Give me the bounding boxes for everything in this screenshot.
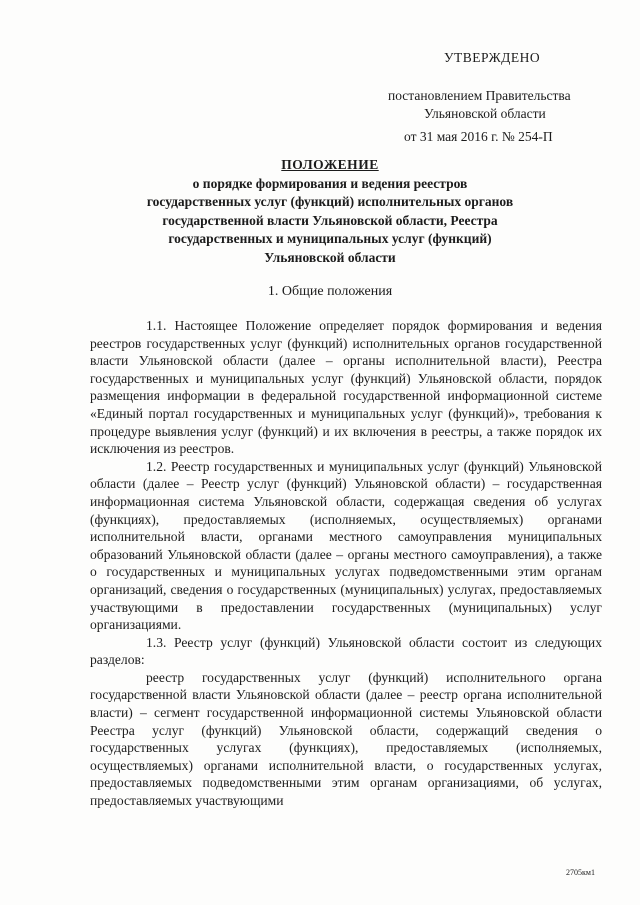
- paragraph-1-1: 1.1. Настоящее Положение определяет порядок формирования и ведения реестров государственных услуг (функций) исполнительных органов государственной власти Ульяновской области (далее – органы исполнительной власти), Реестра государственных и муниципальных услуг (функций) Ульяновской области, порядок размещения информации в федеральной государственной информационной системе «Единый портал государственных и муниципальных услуг (функций)», требования к процедуре выявления услуг (функций) и их включения в реестры, а также порядок их исключения из реестров.: [90, 318, 602, 457]
- footer-code: 2705км1: [566, 868, 595, 877]
- section-heading: 1. Общие положения: [267, 284, 393, 299]
- paragraph-1-2: 1.2. Реестр государственных и муниципальных услуг (функций) Ульяновской области (далее – Реестр услуг (функций) Ульяновской области) – государственная информационная система Ульяновской области, содержащая сведения об услугах (функциях), предоставляемых (исполняемых, осуществляемых) органами исполнительной власти, органами местного самоуправления муниципальных образований Ульяновской области (далее – органы местного самоуправления), а также о государственных и муниципальных услугах подведомственными этим органам организаций, сведения о государственных (муниципальных) услугах, предоставляемых участвующими в предоставлении государственных (муниципальных) услуг организациями.: [90, 458, 602, 633]
- title-line-1: о порядке формирования и ведения реестров: [192, 175, 468, 191]
- approval-line-3: от 31 мая 2016 г. № 254-П: [404, 129, 553, 144]
- document-title: [60, 156, 600, 267]
- title-line-3: государственной власти Ульяновской области, Реестра: [162, 212, 498, 228]
- document-body: [90, 317, 602, 810]
- title-line-2: государственных услуг (функций) исполнительных органов: [146, 194, 514, 209]
- approval-line-2: Ульяновской области: [424, 106, 546, 121]
- title-line-5: Ульяновской области: [264, 249, 396, 265]
- title-heading: ПОЛОЖЕНИЕ: [281, 157, 379, 172]
- approval-line-1: постановлением Правительства: [388, 88, 571, 103]
- paragraph-registry-section: реестр государственных услуг (функций) исполнительного органа государственной власти Ульяновской области (далее – реестр органа исполнительной власти) – сегмент государственной информационной системы Ульяновской области Реестра услуг (функций) Ульяновской области, содержащий сведения о государственных услугах (функциях), предоставляемых (исполняемых, осуществляемых) органами исполнительной власти, о государственных услугах, предоставляемых подведомственными этим органам организациями, об услугах, предоставляемых участвующими: [90, 669, 602, 809]
- title-line-4: государственных и муниципальных услуг (функций): [168, 231, 492, 246]
- paragraph-1-3: 1.3. Реестр услуг (функций) Ульяновской области состоит из следующих разделов:: [90, 634, 602, 668]
- approval-stamp: УТВЕРЖДЕНО: [444, 50, 541, 65]
